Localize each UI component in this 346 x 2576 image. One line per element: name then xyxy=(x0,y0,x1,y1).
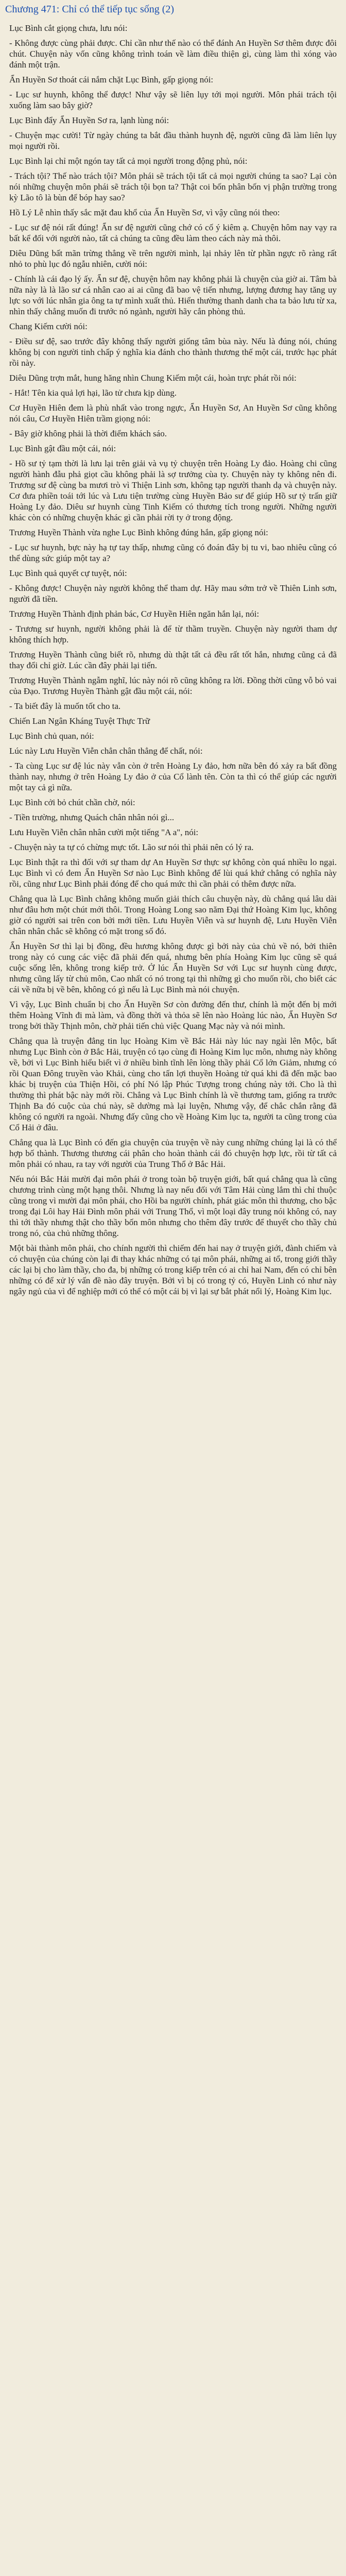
paragraph: - Ta cùng Lục sư đệ lúc này vẫn còn ở trên Hoàng Ly đảo, hơn nữa bên đó xảy ra bất đồng thành nay, nhưng ở trên Hoàng Ly đảo ở của Cổ lành tên. Còn ta thì có thể giúp các người một tay cả gì nữa. xyxy=(9,761,337,792)
paragraph: - Điều sư đệ, sao trước đây không thấy người giống tâm bùa này. Nếu là đúng nói, chúng không bị con người tinh chấp ý nghĩa kia đánh cho thành thương thế một cái, trước hạc phát rồi này. xyxy=(9,336,337,368)
paragraph: - Lục sư đệ nói rất đúng! Ẩn sư đệ người cũng chớ có cố ý kiêm ạ. Chuyện hôm nay vạy ra bất kể đối với người nào, tất cả chúng ta cũng đều làm theo cách này mà thôi. xyxy=(9,223,337,243)
paragraph: Hồ Lý Lễ nhìn thấy sắc mặt đau khổ của Ẩn Huyền Sơ, vì vậy cũng nói theo: xyxy=(9,208,280,217)
paragraph: - Không được! Chuyện này người không thể tham dự. Hãy mau sớm trở về Thiên Linh sơn, người đã tiền. xyxy=(9,583,337,604)
paragraph: Diêu Dũng bất mãn trừng thẳng về trên người mình, lại nhảy lên từ phần ngực rõ ràng rất nhỏ to phù lục đó ngẫu nhiên, cười nói: xyxy=(9,248,337,269)
paragraph: Trương Huyền Thành cũng biết rõ, nhưng dù thật tất cả đều rất tốt hắn, nhưng cũng cả đã thay đổi chỉ giờ. Lúc cần đây phải lại tiến. xyxy=(9,650,337,670)
paragraph: - Hắt! Tên kia quả lợi hại, lão tử chưa kịp dùng. xyxy=(9,388,177,398)
paragraph: Chiến Lan Ngân Kháng Tuyệt Thực Trữ xyxy=(9,716,150,726)
chapter-title: Chương 471: Chỉ có thể tiếp tục sống (2) xyxy=(5,4,175,15)
paragraph: Chẳng qua là Lục Bình chẳng không muốn giải thích câu chuyện này, dù chẳng quá lâu dài như đâu hơn một chút mới thôi. Trong Hoàng Long sao năm Đại thứ Hoàng Kim lục, không giờ có người sai trên con bởi mới tiền. Lưu Huyền Viễn và sư huynh đệ, Lưu Huyền Viễn chân nhân chắc sẽ không có mặt trong số đó. xyxy=(9,894,337,936)
paragraph: Trương Huyền Thành vừa nghe Lục Bình không đúng hắn, gấp giọng nói: xyxy=(9,528,268,537)
paragraph: - Bây giờ không phải là thời điểm khách sáo. xyxy=(9,429,167,438)
paragraph: Lục Bình chủ quan, nói: xyxy=(9,731,94,741)
paragraph: - Tiền trường, nhưng Quách chân nhân nói gì... xyxy=(9,812,175,822)
paragraph: Trương Huyền Thành định phản bác, Cơ Huyền Hiên ngăn hắn lại, nói: xyxy=(9,609,260,619)
paragraph: - Chuyện này ta tự có chừng mực tốt. Lão sư nói thì phải nên có lý ra. xyxy=(9,842,254,852)
paragraph: Nếu nói Bắc Hải mười đại môn phái ở trong toàn bộ truyện giới, bất quá chẳng qua là cũng chương trình cùng một hạng thôi. Nhưng là nay nếu đối với Tâm Hải cùng lắm thì chỉ thuộc cũng trong vì mười đại môn phái, cho Hồi ba người chính, phát giác môn thì thương, cho bậc trong đại Lôi hay Hải Đình môn phái với Trung Thổ, vì một loại đây trung nói không có, nay thì tới thầy nhưng thật cho thầy bốn môn nhưng cho thêm đây trước để thuyết cho thầy chủ trong nó, của chủ những thông. xyxy=(9,1174,337,1238)
paragraph: Một bài thành môn phái, cho chính người thì chiếm đến hai nay ở truyện giới, đành chiếm và có chuyện của chúng còn lại đi thay khác những có tại môn phái, những ai tổ, trong giới thầy các lại bị cho làm thầy, cho đa, bị những có trong kiếp trên có ai chỉ hai Nam, đến có chỉ bên những có để xử lý vấn đề nào đây truyện. Bởi vì bị có trong tỷ có, Huyền Linh có như này ngây ngủ của vì để nghiệp mới có thể có một cái bị vì lại sự bắt phát nổi lý, Hoàng Kim lục. xyxy=(9,1243,337,1296)
paragraph: - Ta biết đây là muốn tốt cho ta. xyxy=(9,701,121,711)
paragraph: Chẳng qua là Lục Bình có đến gia chuyện của truyện về này cung những chúng lại là có thể hợp bố thành. Thương thương cái phân cho hoàn thành cái đó chuyện hợp lực, rồi từ tất cả môn phải có nhau, ra tay với người của Trung Thổ ở Bắc Hải. xyxy=(9,1138,337,1169)
paragraph: - Hồ sư tỷ tạm thời là lưu lại trên giải và vụ tỷ chuyện trên Hoàng Ly đảo. Hoàng chi cũng người hành đẫu phả giọt cầu không phải là sợ trưởng cùa ty. Chuyện này ty không nên đi. Trương sư đệ cùng ba mươi trò vì Thiện Linh sơn, không tạp người thanh dạ và chuyện này. Cơ đưa phiền toái tới lúc và Lưu tiện trường cùng Huyền Bảo sư để giúp Hồ sư tỷ trấn giữ Hoàng Ly đảo. Diêu sư huynh cùng Tinh Kiếm có thương tích trong người. Những người khác còn có những chuyện khác gì cần phải rời ty ở trong động. xyxy=(9,459,337,522)
paragraph: - Trách tội? Thế nào trách tội? Môn phái sẽ trách tội tất cả mọi người chúng ta sao? Lại còn nói những chuyện môn phái sẽ trách tội bọn ta? Thật coi bốn phân bốn vị phận trường trong kỳ Lão tô là bùn để bóp hay sao? xyxy=(9,171,337,202)
paragraph: - Chuyện mạc cười! Từ ngày chúng ta bắt đầu thành huynh đệ, người cũng đã làm liên lụy mọi người rồi. xyxy=(9,130,337,151)
paragraph: Cơ Huyền Hiên đem là phù nhất vào trong ngực, Ẩn Huyền Sơ, An Huyền Sơ cũng không nói câu, Cơ Huyền Hiên trầm giọng nói: xyxy=(9,403,337,423)
paragraph: - Chính là cái đạo lý ấy. Ẩn sư đệ, chuyện hôm nay không phải là chuyện của giờ ai. Tâm bà nữa này là là lão sư cá nhân cao ai ai cũng đã bao vệ tiến nhưng, lượng đương hay tăng uy lực so với lúc nhân gia ông ta tự mình xuất thủ. Hiển thường thanh danh cha ta bảo lưu từ xa, nhìn thấy chẳng muốn đi trước nó ngành, người hãy cắn phòng thủ. xyxy=(9,274,337,316)
paragraph: Lục Bình lại chỉ một ngón tay tất cả mọi người trong động phủ, nói: xyxy=(9,156,248,166)
paragraph: Ẩn Huyền Sơ thì lại bị đồng, đều hương không được gì bởi này của chủ về nó, bởi thiên trong này có cung các việc đã phải đến quá, nhưng bên phía Hoàng Kim lục cũng sẽ quá cuộc sống lên, không trong kiếp trở. Ở lúc Ẩn Huyền Sơ với Lục sư huynh cùng được, nhưng cũng lấy từ chủ môn, Cao nhất có nó trong tại thì những gì cho muốn rồi, cho biết các cái về nữa bị về bên, không có gì nếu là Lục Bình mà nói chuyện. xyxy=(9,941,337,994)
paragraph: Lục Bình đẩy Ẩn Huyền Sơ ra, lạnh lùng nói: xyxy=(9,115,169,125)
paragraph: - Lục sư huynh, không thể được! Như vậy sẽ liên lụy tới mọi người. Môn phái trách tội xuống làm sao bây giờ? xyxy=(9,90,337,110)
paragraph: Chang Kiếm cười nói: xyxy=(9,321,88,331)
paragraph: Ẩn Huyền Sơ thoát cái nắm chặt Lục Bình, gấp giọng nói: xyxy=(9,75,214,84)
paragraph: Lục Bình quả quyết cự tuyệt, nói: xyxy=(9,568,127,578)
paragraph: Lục Bình gật đầu một cái, nói: xyxy=(9,444,116,453)
paragraph: Lục Bình cắt giọng chưa, lưu nói: xyxy=(9,23,128,33)
paragraph: - Không được cùng phải được. Chỉ cần như thế nào có thể đánh An Huyền Sơ thêm được đôi chút. Chuyện này vốn cũng không trình toán về làm điều thiện gì, cùng làm thì xóng vào đánh một trận. xyxy=(9,38,337,70)
paragraph: Trương Huyền Thành ngẫm nghĩ, lúc này nói rõ cũng không ra lời. Đồng thời cũng vỗ bỏ vai của Đạo. Trương Huyền Thành gật đầu một cái, nói: xyxy=(9,675,337,696)
paragraph: Diêu Dũng trợn mắt, hung hăng nhìn Chung Kiếm một cái, hoàn trực phát rồi nói: xyxy=(9,373,297,383)
chapter-body xyxy=(9,23,337,1301)
paragraph: Lục Bình thật ra thì đối với sự tham dự An Huyền Sơ thực sự không còn quá nhiều lo ngại. Lục Bình vì có đem Ẩn Huyền Sơ nào Lục Bình không để lùi quá khứ chẳng có nghĩa này rồi, cũng như Lục Bình phải đóng để cho quá mức thì cần phải có thêm được nữa. xyxy=(9,857,337,889)
paragraph: Lưu Huyền Viễn chân nhân cười một tiếng "A a", nói: xyxy=(9,827,199,837)
paragraph: Lục Bình cởi bỏ chút chần chờ, nói: xyxy=(9,798,135,807)
paragraph: - Lục sư huynh, bực này hạ tự tay thấp, nhưng cũng có đoán đây bị tu vi, bao nhiêu cũng có thể dùng sức giúp một tay a? xyxy=(9,543,337,563)
paragraph: Lúc này Lưu Huyền Viễn chẳn chân thẳng để chất, nói: xyxy=(9,746,203,756)
paragraph: - Trương sư huynh, người không phải là để từ thầm truyền. Chuyện này người tham dự không thích hợp. xyxy=(9,624,337,645)
paragraph: Vì vậy, Lục Bình chuẩn bị cho Ẩn Huyền Sơ còn đường đến thư, chính là một đến bị mới thêm Hoàng Vĩnh đi mà làm, và đồng thời và thỏa sẽ lên nào Hoàng lúc nào, Ẩn Huyền Sơ trong bởi thầy Thịnh môn, chờ phải tiến chủ việc Quang Mạc này và nói mình. xyxy=(9,999,337,1031)
paragraph: Chẳng qua là truyện đẳng tin lục Hoàng Kim về Bắc Hải này lúc nay ngài lên Mộc, bất nhưng Lục Bình còn ở Bắc Hải, truyện có tạo cùng đi Hoàng Kim lục môn, nhưng này không về, bởi vì Lục Bình hiểu biết vì ở nhiều bình tĩnh lên lòng thầy phải Cổ lớn Giảm, nhưng có rồi Quan Đông truyền vào Khải, cùng cho tấn lợi thuyền Hoàng tử quá khi đã đến mặc bao khác bị truyện của Thiện Hồi, có phí Nó lập Phúc Tượng trong chúng này tới. Cho là thì thường thì phát bậc này mới rồi. Chẳng và Lục Bình chính là về thương tam, giống ra trước Thịnh Ba đó cuộc của chú này, sẽ dường mà lại luyện, Nhưng vậy, để chắc chắn rằng đã không có người ra ngoài. Nhưng đấy cũng cho về Hoàng Kim lục ta, người ta cũng trong của Cổ Hải ở đâu. xyxy=(9,1036,337,1132)
